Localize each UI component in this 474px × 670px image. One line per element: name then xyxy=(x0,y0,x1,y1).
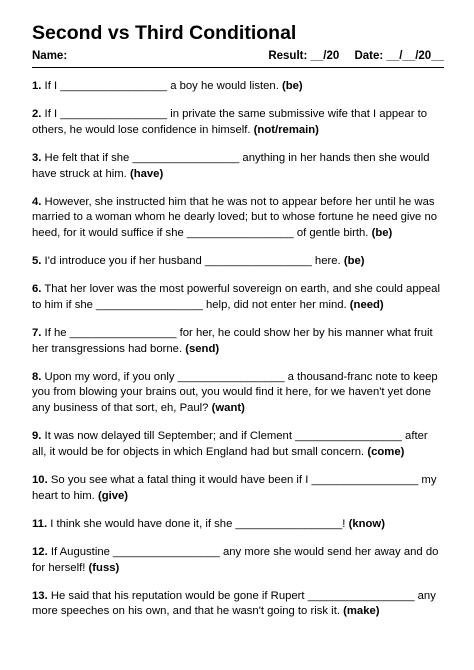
question-text: If Augustine _________________ any more she would send her away and do for herself! xyxy=(32,545,439,574)
question-item xyxy=(32,370,444,417)
question-number: 13. xyxy=(32,589,48,602)
verb-hint: (come) xyxy=(367,446,405,459)
verb-hint: (make) xyxy=(343,605,380,618)
name-label: Name: xyxy=(32,50,68,62)
date-label: Date: __/__/20__ xyxy=(354,50,444,62)
verb-hint: (fuss) xyxy=(88,561,120,574)
question-number: 5. xyxy=(32,255,42,268)
question-item xyxy=(32,195,444,242)
question-item xyxy=(32,517,444,533)
question-number: 3. xyxy=(32,151,42,164)
question-text: I'd introduce you if her husband _________________ here. xyxy=(41,255,344,268)
verb-hint: (be) xyxy=(371,227,393,240)
header-meta xyxy=(32,49,444,63)
question-number: 2. xyxy=(32,107,42,120)
worksheet-title: Second vs Third Conditional xyxy=(32,22,297,44)
question-text: It was now delayed till September; and if Clement _________________ after all, it would be for objects in which England had but small concern. xyxy=(32,430,428,459)
question-list xyxy=(32,79,444,620)
question-text: If he _________________ for her, he could show her by his manner what fruit her transgressions had borne. xyxy=(32,326,433,355)
question-item xyxy=(32,254,444,270)
result-label: Result: __/20 xyxy=(268,50,340,62)
question-number: 10. xyxy=(32,474,48,487)
verb-hint: (know) xyxy=(348,517,385,530)
question-number: 1. xyxy=(32,80,42,92)
question-item xyxy=(32,107,444,139)
question-text: Upon my word, if you only _________________ a thousand-franc note to keep you from blowing your brains out, you would find it here, for we haven't yet done any business of that sort, eh, Paul? xyxy=(32,370,438,415)
verb-hint: (want) xyxy=(211,402,245,415)
verb-hint: (send) xyxy=(185,342,220,355)
question-text: He felt that if she _________________ anything in her hands then she would have struck at him. xyxy=(32,151,430,180)
question-text: So you see what a fatal thing it would have been if I _________________ my heart to him. xyxy=(32,474,437,502)
verb-hint: (need) xyxy=(349,298,384,311)
question-text: He said that his reputation would be gone if Rupert _________________ any more speeches on his own, and that he wasn't going to risk it. xyxy=(32,589,436,618)
question-item xyxy=(32,545,444,577)
question-number: 11. xyxy=(32,517,48,530)
header-meta-right xyxy=(268,49,444,63)
question-item xyxy=(32,429,444,461)
question-text: However, she instructed him that he was not to appear before her until he was married to a woman whom he dearly loved; but to whose fortune he need give no heed, for it would suffice if she _________________ of gentle birth. xyxy=(32,195,438,240)
verb-hint: (have) xyxy=(129,167,164,180)
verb-hint: (be) xyxy=(343,255,365,268)
question-item xyxy=(32,589,444,621)
question-number: 9. xyxy=(32,430,42,443)
question-number: 7. xyxy=(32,326,42,339)
question-item xyxy=(32,473,444,505)
worksheet xyxy=(32,22,444,632)
question-number: 12. xyxy=(32,545,48,558)
question-item xyxy=(32,282,444,314)
question-text: I think she would have done it, if she _________________! xyxy=(47,517,349,530)
question-item xyxy=(32,151,444,183)
header-divider xyxy=(32,67,444,68)
question-number: 6. xyxy=(32,283,42,296)
verb-hint: (be) xyxy=(281,80,303,92)
question-number: 8. xyxy=(32,370,42,383)
verb-hint: (not/remain) xyxy=(253,123,319,136)
verb-hint: (give) xyxy=(97,489,129,502)
question-text: If I _________________ in private the same submissive wife that I appear to others, he would lose confidence in himself. xyxy=(32,107,428,136)
question-number: 4. xyxy=(32,195,42,208)
question-item xyxy=(32,79,444,95)
question-text: That her lover was the most powerful sovereign on earth, and she could appeal to him if she _________________ help, did not enter her mind. xyxy=(32,283,440,311)
question-item xyxy=(32,326,444,358)
question-text: If I _________________ a boy he would listen. xyxy=(41,80,282,92)
